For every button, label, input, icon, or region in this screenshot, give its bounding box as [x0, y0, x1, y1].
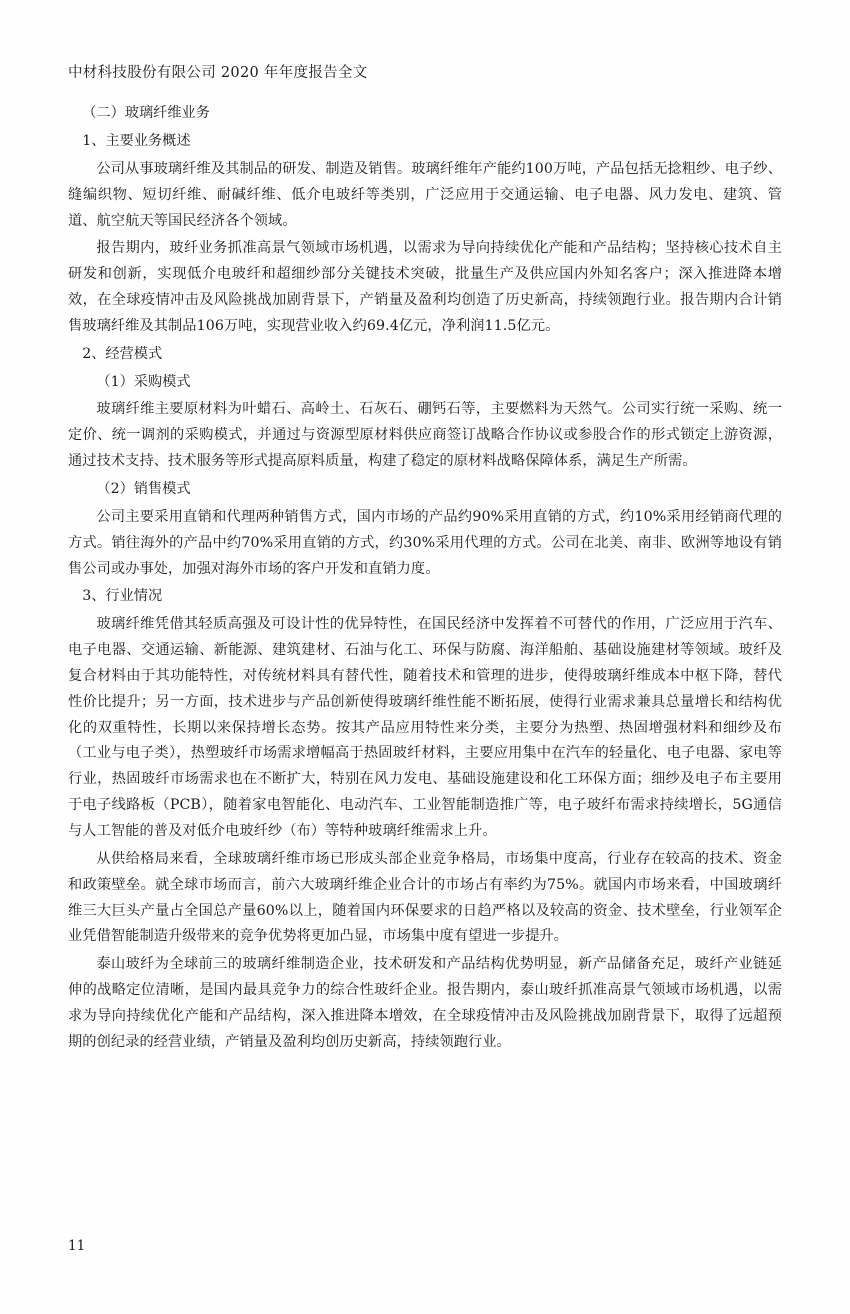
paragraph-industry-1: 玻璃纤维凭借其轻质高强及可设计性的优异特性，在国民经济中发挥着不可替代的作用，广泛应用于汽车、电子电器、交通运输、新能源、建筑建材、石油与化工、环保与防腐、海洋船舶、基础设施建材等领域。玻纤及复合材料由于其功能特性，对传统材料具有替代性，随着技术和管理的进步，使得玻璃纤维成本中枢下降，替代性价比提升；另一方面，技术进步与产品创新使得玻璃纤维性能不断拓展，使得行业需求兼具总量增长和结构优化的双重特性，长期以来保持增长态势。按其产品应用特性来分类，主要分为热塑、热固增强材料和细纱及布（工业与电子类），热塑玻纤市场需求增幅高于热固玻纤材料，主要应用集中在汽车的轻量化、电子电器、家电等行业，热固玻纤市场需求也在不断扩大，特别在风力发电、基础设施建设和化工环保方面；细纱及电子布主要用于电子线路板（PCB），随着家电智能化、电动汽车、工业智能制造推广等，电子玻纤布需求持续增长，5G通信与人工智能的普及对低介电玻纤纱（布）等特种玻璃纤维需求上升。 — [68, 616, 782, 839]
heading-operating-model: 2、经营模式 — [82, 345, 163, 362]
document-header: 中材科技股份有限公司 2020 年年度报告全文 — [68, 65, 368, 81]
paragraph-procurement-model: 玻璃纤维主要原材料为叶蜡石、高岭土、石灰石、硼钙石等，主要燃料为天然气。公司实行统一采购、统一定价、统一调剂的采购模式，并通过与资源型原材料供应商签订战略合作协议或参股合作的形式锁定上游资源，通过技术支持、技术服务等形式提高原料质量，构建了稳定的原材料战略保障体系，满足生产所需。 — [68, 401, 782, 470]
paragraph-industry-3: 泰山玻纤为全球前三的玻璃纤维制造企业，技术研发和产品结构优势明显，新产品储备充足，玻纤产业链延伸的战略定位清晰，是国内最具竞争力的综合性玻纤企业。报告期内，泰山玻纤抓准高景气领域市场机遇，以需求为导向持续优化产能和产品结构，深入推进降本增效，在全球疫情冲击及风险挑战加剧背景下，取得了远超预期的创纪录的经营业绩，产销量及盈利均创历史新高，持续领跑行业。 — [68, 956, 782, 1050]
paragraph-industry-2: 从供给格局来看，全球玻璃纤维市场已形成头部企业竞争格局，市场集中度高，行业存在较高的技术、资金和政策壁垒。就全球市场而言，前六大玻璃纤维企业合计的市场占有率约为75%。就国内市场来看，中国玻璃纤维三大巨头产量占全国总产量60%以上，随着国内环保要求的日趋严格以及较高的资金、技术壁垒，行业领军企业凭借智能制造升级带来的竞争优势将更加凸显，市场集中度有望进一步提升。 — [68, 850, 782, 945]
paragraph-business-overview-2: 报告期内，玻纤业务抓准高景气领域市场机遇，以需求为导向持续优化产能和产品结构；坚持核心技术自主研发和创新，实现低介电玻纤和超细纱部分关键技术突破，批量生产及供应国内外知名客户；深入推进降本增效，在全球疫情冲击及风险挑战加剧背景下，产销量及盈利均创造了历史新高，持续领跑行业。报告期内合计销售玻璃纤维及其制品106万吨，实现营业收入约69.4亿元，净利润11.5亿元。 — [68, 240, 782, 334]
subheading-procurement-model: （1）采购模式 — [96, 373, 191, 390]
paragraph-business-overview-1: 公司从事玻璃纤维及其制品的研发、制造及销售。玻璃纤维年产能约100万吨，产品包括无捻粗纱、电子纱、缝编织物、短切纤维、耐碱纤维、低介电玻纤等类别，广泛应用于交通运输、电子电器、风力发电、建筑、管道、航空航天等国民经济各个领域。 — [68, 160, 782, 229]
section-heading-glass-fiber: （二）玻璃纤维业务 — [82, 105, 210, 122]
subheading-sales-model: （2）销售模式 — [96, 481, 191, 497]
document-body — [68, 62, 782, 1058]
heading-industry-situation: 3、行业情况 — [82, 588, 163, 605]
paragraph-sales-model: 公司主要采用直销和代理两种销售方式，国内市场的产品约90%采用直销的方式，约10%采用经销商代理的方式。销往海外的产品中约70%采用直销的方式，约30%采用代理的方式。公司在北美、南非、欧洲等地设有销售公司或办事处，加强对海外市场的客户开发和直销力度。 — [68, 508, 782, 577]
heading-business-overview: 1、主要业务概述 — [82, 133, 191, 150]
page-number: 11 — [68, 1238, 86, 1254]
